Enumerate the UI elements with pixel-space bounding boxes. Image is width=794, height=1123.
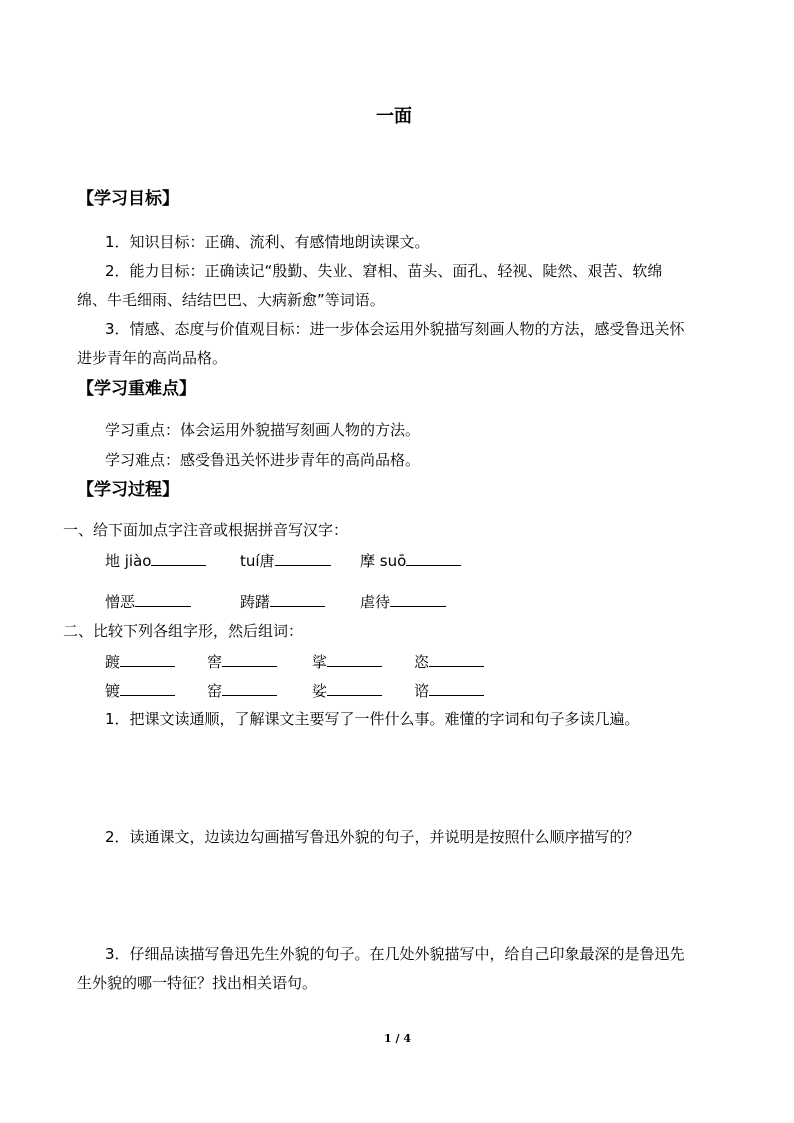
pinyin-item: 摩 suō xyxy=(360,551,461,570)
char-item: 挲 xyxy=(312,652,382,671)
answer-blank[interactable] xyxy=(120,652,175,667)
answer-blank[interactable] xyxy=(327,652,382,667)
task-3-cont: 生外貌的哪一特征？找出相关语句。 xyxy=(77,974,318,992)
answer-blank[interactable] xyxy=(222,681,277,696)
pinyin-item: 虐待 xyxy=(360,592,446,611)
char-item: 娑 xyxy=(312,681,382,700)
task-3: 3．仔细品读描写鲁迅先生外貌的句子。在几处外貌描写中，给自己印象最深的是鲁迅先 xyxy=(105,945,685,963)
answer-blank[interactable] xyxy=(222,652,277,667)
question-2: 二、比较下列各组字形，然后组词： xyxy=(63,622,304,640)
task-1: 1．把课文读通顺，了解课文主要写了一件什么事。难懂的字词和句子多读几遍。 xyxy=(105,710,640,728)
key-difficulty: 学习难点：感受鲁迅关怀进步青年的高尚品格。 xyxy=(105,451,421,469)
pinyin-item: 憎恶 xyxy=(105,592,191,611)
char-item: 窖 xyxy=(207,652,277,671)
char-item: 镀 xyxy=(105,681,175,700)
answer-blank[interactable] xyxy=(406,551,461,566)
pinyin-item: 踌躇 xyxy=(240,592,325,611)
goal-item-1: 1．知识目标：正确、流利、有感情地朗读课文。 xyxy=(105,233,430,251)
char-item: 窑 xyxy=(207,681,277,700)
answer-blank[interactable] xyxy=(135,592,191,607)
section-heading-process: 【学习过程】 xyxy=(77,480,179,500)
answer-blank[interactable] xyxy=(327,681,382,696)
char-item: 谘 xyxy=(414,681,484,700)
goal-item-2: 2．能力目标：正确读记“殷勤、失业、窘相、苗头、面孔、轻视、陡然、艰苦、软绵 xyxy=(105,262,663,280)
answer-blank[interactable] xyxy=(120,681,175,696)
document-title: 一面 xyxy=(376,106,412,127)
char-item: 恣 xyxy=(414,652,484,671)
answer-blank[interactable] xyxy=(429,652,484,667)
answer-blank[interactable] xyxy=(429,681,484,696)
section-heading-goals: 【学习目标】 xyxy=(77,189,179,209)
char-item: 踱 xyxy=(105,652,175,671)
answer-blank[interactable] xyxy=(390,592,446,607)
goal-item-3-cont: 进步青年的高尚品格。 xyxy=(77,349,228,367)
answer-blank[interactable] xyxy=(151,551,206,566)
question-1: 一、给下面加点字注音或根据拼音写汉字： xyxy=(63,521,349,539)
page-number: 1 / 4 xyxy=(384,1032,411,1045)
pinyin-item: 地 jiào xyxy=(105,551,206,570)
key-focus: 学习重点：体会运用外貌描写刻画人物的方法。 xyxy=(105,421,421,439)
goal-item-2-cont: 绵、牛毛细雨、结结巴巴、大病新愈”等词语。 xyxy=(77,291,385,309)
task-2: 2．读通课文，边读边勾画描写鲁迅外貌的句子，并说明是按照什么顺序描写的？ xyxy=(105,828,640,846)
section-heading-keys: 【学习重难点】 xyxy=(77,379,196,399)
pinyin-item: tuí唐 xyxy=(240,551,331,570)
answer-blank[interactable] xyxy=(270,592,325,607)
goal-item-3: 3．情感、态度与价值观目标：进一步体会运用外貌描写刻画人物的方法，感受鲁迅关怀 xyxy=(105,320,685,338)
answer-blank[interactable] xyxy=(275,551,331,566)
